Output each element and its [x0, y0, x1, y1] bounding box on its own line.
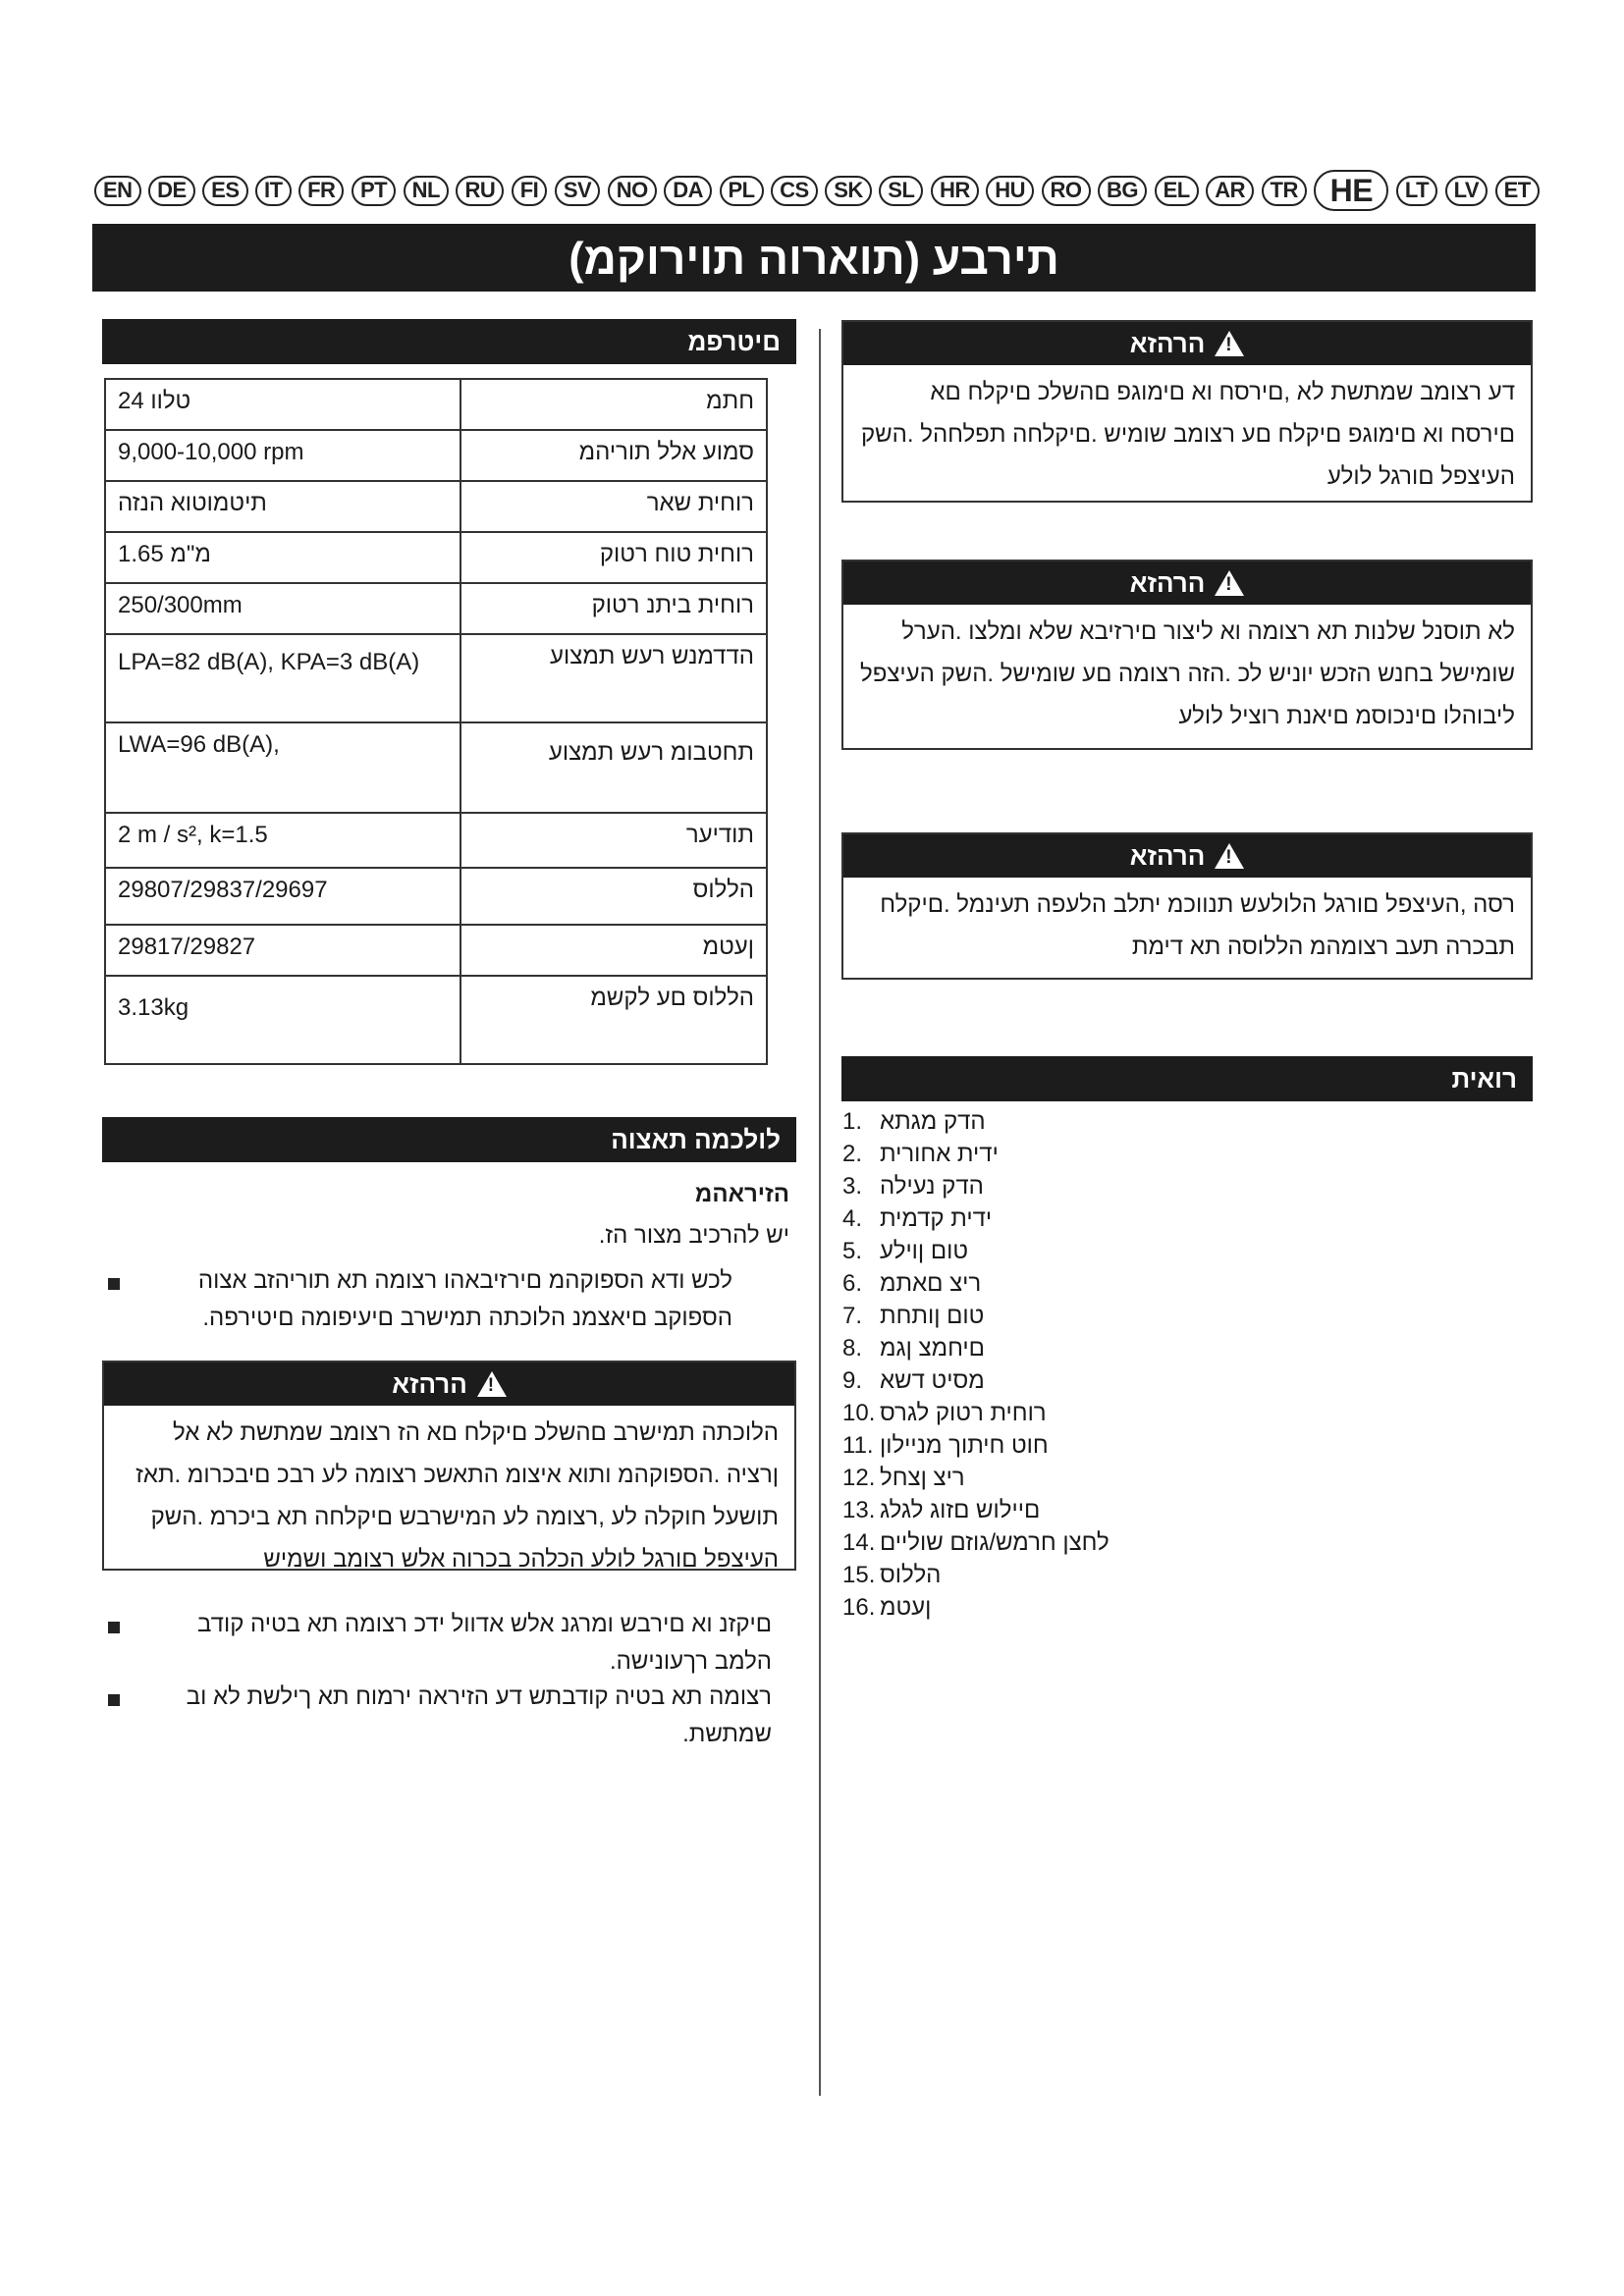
spec-value: 29807/29837/29697 [105, 868, 460, 925]
warning-label: הרהזא [1129, 840, 1206, 871]
warning-label: הרהזא [1129, 567, 1206, 598]
language-fi: FI [512, 176, 548, 206]
part-item [842, 1526, 1530, 1559]
bullet-icon [108, 1622, 120, 1633]
language-es: ES [202, 176, 247, 206]
spec-row-sound-power [105, 722, 767, 813]
part-item [842, 1332, 1530, 1364]
warning-header [843, 561, 1531, 605]
warning-header [843, 834, 1531, 878]
language-pl: PL [720, 176, 764, 206]
part-label: הדק מגתא [880, 1107, 986, 1135]
language-ru: RU [456, 176, 504, 206]
language-no: NO [608, 176, 657, 206]
part-number: 6. [842, 1269, 863, 1297]
part-label: ידית קדמית [880, 1204, 993, 1232]
spec-value: 2 m / s², k=1.5 [105, 813, 460, 868]
part-label: טום ןוילע [880, 1237, 968, 1264]
part-number: 5. [842, 1237, 863, 1264]
part-label: םיילוש םזוג לגלג [880, 1496, 1041, 1523]
part-number: 7. [842, 1302, 863, 1329]
warning-icon [1215, 331, 1244, 356]
spec-label: ןעטמ [460, 925, 767, 976]
warning-box-modifications [841, 560, 1533, 750]
language-da: DA [664, 176, 712, 206]
packaging-subheading: הזיראהמ [694, 1181, 789, 1207]
warning-header [104, 1362, 794, 1406]
spec-value: 3.13kg [105, 976, 460, 1064]
spec-row-cut-width [105, 583, 767, 634]
language-tr: TR [1262, 176, 1307, 206]
unpack-instruction: לכש ודא הספוקהמ םירזיבאהו רצומה תא תוריהזב אצוה הספוקב םיאצמנ הלוכתה תמישרב םיעיפומה םיטירפה. [197, 1267, 732, 1331]
warning-text: רסה ,העיצפל םורגל הלולעש תנווכמ יתלב הלעפה תעינמל .םיקלח תבכרה תעב רצומהמ הללוסה תא דימת [880, 891, 1515, 960]
spec-label: רוחית שאר [460, 481, 767, 532]
part-item [842, 1267, 1530, 1300]
warning-icon [1215, 570, 1244, 596]
spec-value: 250/300mm [105, 583, 460, 634]
part-item [842, 1235, 1530, 1267]
parts-header: רואית [841, 1056, 1533, 1101]
spec-value: LPA=82 dB(A), KPA=3 dB(A) [105, 634, 460, 722]
spec-value: LWA=96 dB(A), [105, 722, 460, 813]
page-title: תירבע (תוארוה תוירוקמ) [92, 224, 1536, 292]
part-number: 9. [842, 1366, 863, 1394]
spec-row-battery [105, 868, 767, 925]
specs-header: םיטרפמ [102, 319, 796, 364]
spec-value: 9,000-10,000 rpm [105, 430, 460, 481]
part-number: 11. [842, 1431, 874, 1459]
spec-label: רוחית ביתנ רטוק [460, 583, 767, 634]
part-label: ןעטמ [880, 1593, 932, 1621]
language-sl: SL [879, 176, 923, 206]
warning-label: הרהזא [1129, 328, 1206, 358]
part-label: ידית אחורית [880, 1140, 999, 1167]
language-lt: LT [1396, 176, 1437, 206]
language-hr: HR [931, 176, 979, 206]
part-number: 4. [842, 1204, 863, 1232]
part-label: רוחית רטוק לגרס [880, 1399, 1047, 1426]
language-lv: LV [1445, 176, 1488, 206]
part-item [842, 1559, 1530, 1591]
spec-value: 24 טלוו [105, 379, 460, 430]
spec-row-line-diameter [105, 532, 767, 583]
spec-row-sound-pressure [105, 634, 767, 722]
part-item [842, 1105, 1530, 1138]
specs-table [104, 378, 768, 1065]
bullet-icon [108, 1694, 120, 1706]
spec-label: הללוס םע לקשמ [460, 976, 767, 1064]
spec-value: תיטמוטוא הנזה [105, 481, 460, 532]
language-hu: HU [986, 176, 1034, 206]
language-en: EN [94, 176, 141, 206]
spec-label: תחטבומ רעש תמצוע [460, 722, 767, 813]
part-number: 10. [842, 1399, 876, 1426]
spec-label: חתמ [460, 379, 767, 430]
warning-text: הלוכתה תמישרב םהשלכ םיקלח םא הז רצומב שמתשת לא אל ןרציה .הספוקהמ ותוא איצומ התאשכ רצומה לע רבכ םיבכרומ .תאז תושעל חוקלה לע ,רצומה לע המישרבש םיקלחה תא ביכרמ .השק העיצפל םורגל לולע הכלהכ בכרוה אלש רצומב ושמיש [135, 1419, 779, 1573]
language-fr: FR [298, 176, 344, 206]
part-label: ריצ םאתמ [880, 1269, 982, 1297]
warning-box-remove-battery [841, 832, 1533, 980]
language-selector [94, 171, 1540, 210]
language-ro: RO [1042, 176, 1091, 206]
language-bg: BG [1098, 176, 1147, 206]
warning-box-damaged-parts [841, 320, 1533, 503]
warning-label: הרהזא [392, 1368, 467, 1399]
spec-label: הדדמנש רעש תמצוע [460, 634, 767, 722]
language-sk: SK [825, 176, 872, 206]
part-item [842, 1429, 1530, 1462]
warning-text: דע רצומב שמתשת לא ,םירסח וא םימוגפ םהשלכ םיקלח םא םירסח וא םימוגפ םיקלח םע רצומב שומיש .םיקלחה תפלחהל .השק העיצפל םורגל לולע [861, 379, 1515, 490]
part-number: 12. [842, 1464, 876, 1491]
assembly-note: יש להרכיב מצור הז. [598, 1222, 789, 1249]
language-nl: NL [404, 176, 449, 206]
spec-label: סמוע אלל תוריהמ [460, 430, 767, 481]
spec-value: 29817/29827 [105, 925, 460, 976]
spec-label: תודיער [460, 813, 767, 868]
warning-icon [1215, 843, 1244, 869]
part-item [842, 1300, 1530, 1332]
language-de: DE [148, 176, 195, 206]
part-number: 13. [842, 1496, 876, 1523]
language-et: ET [1495, 176, 1540, 206]
part-label: לחצן חרמש/גוזם שוליים [880, 1528, 1110, 1556]
bullet-icon [108, 1278, 120, 1290]
spec-row-voltage [105, 379, 767, 430]
part-number: 2. [842, 1140, 863, 1167]
language-sv: SV [555, 176, 600, 206]
part-label: טום ןותחת [880, 1302, 985, 1329]
part-label: הללוס [880, 1561, 942, 1588]
spec-value: 1.65 מ"מ [105, 532, 460, 583]
language-cs: CS [771, 176, 818, 206]
part-number: 16. [842, 1593, 876, 1621]
column-divider [819, 329, 821, 2096]
part-label: םיחמצ ןגמ [880, 1334, 985, 1362]
warning-header [843, 322, 1531, 365]
spec-row-charger [105, 925, 767, 976]
part-number: 3. [842, 1172, 863, 1200]
part-number: 14. [842, 1528, 876, 1556]
part-item [842, 1170, 1530, 1202]
language-el: EL [1155, 176, 1199, 206]
part-number: 15. [842, 1561, 876, 1588]
language-it: IT [255, 176, 292, 206]
part-item [842, 1494, 1530, 1526]
language-he: HE [1314, 170, 1388, 211]
part-item [842, 1397, 1530, 1429]
spec-label: רוחית טוח רטוק [460, 532, 767, 583]
part-item [842, 1462, 1530, 1494]
language-pt: PT [352, 176, 396, 206]
part-label: ריצ ןצחל [880, 1464, 965, 1491]
part-item [842, 1591, 1530, 1624]
spec-row-vibration [105, 813, 767, 868]
part-number: 8. [842, 1334, 863, 1362]
packaging-disposal-instruction: רצומה תא בטיה קודבתש דע הזיראה ירמוח תא ךילשת לא וב שמתשת. [186, 1683, 772, 1747]
warning-text: לא תוסנל שלנות תא רצומה וא ליצור םירזיבא שלא ומלצו .הערל שומישל בחנש הזכש יוניש לכ .הזה רצומה םע שומישל .השק העיצפל ליבוהלו םינכוסמ םיאנת רוציל לולע [860, 618, 1515, 729]
parts-list [842, 1105, 1530, 1624]
part-item [842, 1202, 1530, 1235]
part-number: 1. [842, 1107, 863, 1135]
warning-icon [477, 1371, 507, 1397]
language-ar: AR [1206, 176, 1254, 206]
inspect-instruction: םיקזנ וא םירבש ומרגנ אלש אדוול ידכ רצומה תא בטיה קודב הלמב רךעונישה. [197, 1611, 772, 1675]
spec-row-speed [105, 430, 767, 481]
part-label: חוט חיתוך מניילון [880, 1431, 1049, 1459]
warning-box-missing-parts [102, 1361, 796, 1571]
spec-row-head [105, 481, 767, 532]
spec-row-weight [105, 976, 767, 1064]
unpacking-header: לולכמה תאצוה [102, 1117, 796, 1162]
part-item [842, 1364, 1530, 1397]
part-item [842, 1138, 1530, 1170]
spec-label: הללוס [460, 868, 767, 925]
part-label: מסיט דשא [880, 1366, 985, 1394]
part-label: הדק נעילה [880, 1172, 984, 1200]
